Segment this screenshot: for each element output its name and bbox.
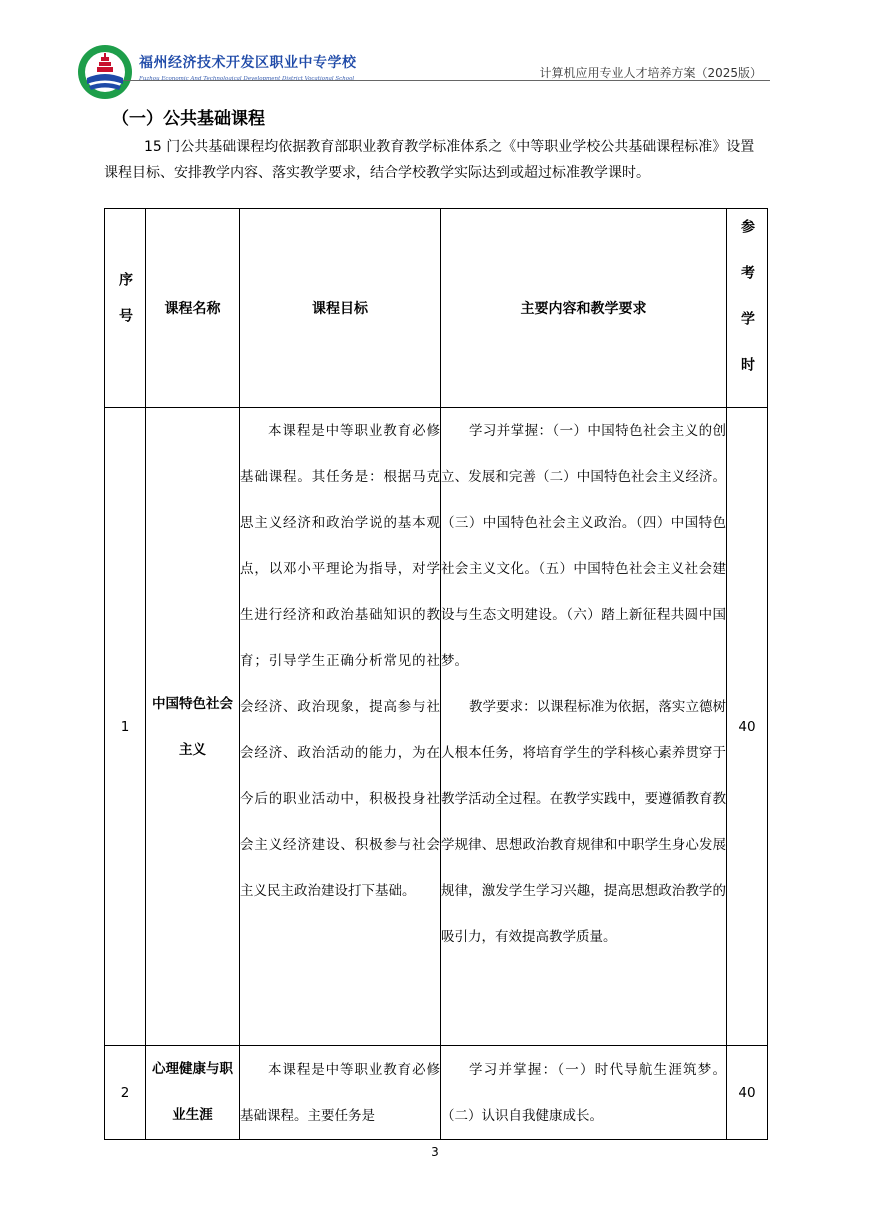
table-row	[105, 1046, 768, 1140]
row-goal	[240, 1046, 441, 1140]
row-goal-text: 本课程是中等职业教育必修基础课程。主要任务是	[240, 1061, 440, 1124]
school-name: 福州经济技术开发区职业中专学校	[139, 55, 357, 71]
header-name: 课程名称	[146, 209, 240, 408]
row-no: 2	[105, 1046, 146, 1140]
header-hours	[727, 209, 768, 408]
row-hours: 40	[727, 408, 768, 1046]
school-name-en: Fuzhou Economic And Technological Development District Vocational School	[139, 76, 355, 82]
row-goal-text: 本课程是中等职业教育必修基础课程。其任务是：根据马克思主义经济和政治学说的基本观点，以邓小平理论为指导，对学生进行经济和政治基础知识的教育；引导学生正确分析常见的社会经济、政治现象，提高参与社会经济、政治活动的能力，为在今后的职业活动中，积极投身社会主义经济建设、积极参与社会主义民主政治建设打下基础。	[240, 423, 440, 899]
row-course-name: 中国特色社会主义	[146, 408, 240, 1046]
header-divider	[123, 80, 770, 81]
row-content-requirements: 教学要求：以课程标准为依据，落实立德树人根本任务，将培育学生的学科核心素养贯穿于教学活动全过程。在教学实践中，要遵循教育教学规律、思想政治教育规律和中职学生身心发展规律，激发学生学习兴趣，提高思想政治教学的吸引力，有效提高教学质量。	[441, 699, 726, 945]
page-header	[75, 42, 770, 104]
page-number: 3	[431, 1145, 439, 1159]
header-hours-label: 参考学时	[739, 219, 755, 403]
row-content	[441, 408, 727, 1046]
table-header-row	[105, 209, 768, 408]
section-intro: 15 门公共基础课程均依据教育部职业教育教学标准体系之《中等职业学校公共基础课程标准》设置课程目标、安排教学内容、落实教学要求，结合学校教学实际达到或超过标准教学课时。	[104, 139, 755, 181]
header-content: 主要内容和教学要求	[441, 209, 727, 408]
document-title: 计算机应用专业人才培养方案（2025版）	[539, 66, 762, 80]
table-row	[105, 408, 768, 1046]
row-hours: 40	[727, 1046, 768, 1140]
row-no: 1	[105, 408, 146, 1046]
course-table	[104, 208, 768, 1140]
row-goal	[240, 408, 441, 1046]
header-goal: 课程目标	[240, 209, 441, 408]
header-no-label: 序号	[117, 272, 133, 344]
row-content	[441, 1046, 727, 1140]
row-course-name: 心理健康与职业生涯	[146, 1046, 240, 1140]
school-logo-icon	[77, 44, 133, 100]
row-content-study: 学习并掌握：（一）时代导航生涯筑梦。（二）认识自我健康成长。	[441, 1061, 726, 1124]
header-no	[105, 209, 146, 408]
row-content-study: 学习并掌握：（一）中国特色社会主义的创立、发展和完善（二）中国特色社会主义经济。（三）中国特色社会主义政治。（四）中国特色社会主义文化。（五）中国特色社会主义社会建设与生态文明建设。（六）踏上新征程共圆中国梦。	[441, 423, 726, 669]
section-title: （一）公共基础课程	[112, 109, 265, 129]
